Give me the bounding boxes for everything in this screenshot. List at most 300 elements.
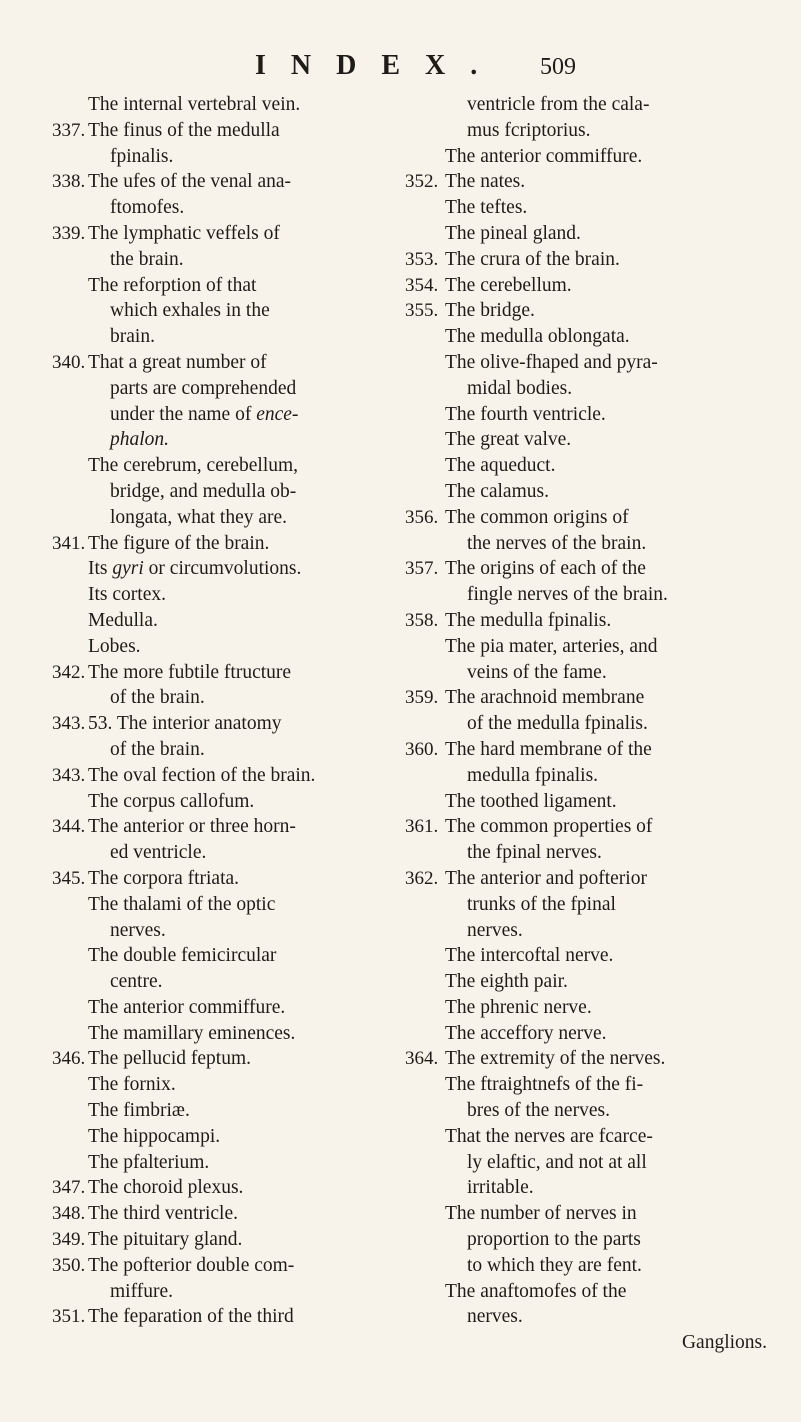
index-entry-line bbox=[405, 763, 775, 789]
entry-number: 357. bbox=[405, 558, 439, 580]
index-entry-line bbox=[52, 685, 392, 711]
entry-text bbox=[467, 840, 602, 866]
entry-text bbox=[88, 118, 280, 144]
entry-number: 341. bbox=[52, 532, 86, 554]
index-entry-line bbox=[405, 582, 775, 608]
entry-text bbox=[88, 92, 300, 118]
entry-number: 355. bbox=[405, 300, 439, 322]
index-entry-line bbox=[405, 453, 775, 479]
entry-text-part: The fourth ventricle. bbox=[445, 403, 606, 425]
entry-text-part: ed ventricle. bbox=[110, 842, 207, 864]
entry-text-part: The third ventricle. bbox=[88, 1203, 238, 1225]
index-entry-line bbox=[405, 1021, 775, 1047]
entry-text bbox=[445, 247, 620, 273]
index-entry-line bbox=[52, 1098, 392, 1124]
entry-text-part: bres of the nerves. bbox=[467, 1100, 610, 1122]
entry-text-part: The crura of the brain. bbox=[445, 248, 620, 270]
index-entry-line bbox=[405, 737, 775, 763]
index-entry-line bbox=[405, 660, 775, 686]
entry-number: 347. bbox=[52, 1177, 86, 1199]
entry-text bbox=[88, 892, 275, 918]
entry-number: 352. bbox=[405, 171, 439, 193]
index-entry-line bbox=[52, 1150, 392, 1176]
entry-text bbox=[445, 350, 658, 376]
running-title: INDEX. bbox=[255, 50, 503, 81]
entry-text bbox=[445, 1072, 643, 1098]
entry-text-part: Its cortex. bbox=[88, 584, 166, 606]
index-entry-line bbox=[52, 711, 392, 737]
entry-text bbox=[467, 1253, 642, 1279]
entry-text bbox=[88, 608, 158, 634]
entry-text bbox=[88, 1201, 238, 1227]
index-entry-line bbox=[52, 866, 392, 892]
entry-italic-term: ence- bbox=[256, 403, 299, 425]
index-entry-line bbox=[52, 195, 392, 221]
entry-number: 362. bbox=[405, 867, 439, 889]
entry-italic-term: gyri bbox=[112, 558, 144, 580]
entry-number: 343. bbox=[52, 713, 86, 735]
entry-text bbox=[110, 427, 169, 453]
index-entry-line bbox=[52, 298, 392, 324]
entry-number: 342. bbox=[52, 661, 86, 683]
entry-text-part: That the nerves are fcarce- bbox=[445, 1125, 653, 1147]
index-entry-line bbox=[52, 556, 392, 582]
entry-text-part: of the brain. bbox=[110, 738, 205, 760]
entry-number: 337. bbox=[52, 119, 86, 141]
entry-text-part: The ufes of the venal ana- bbox=[88, 171, 292, 193]
entry-text bbox=[88, 943, 276, 969]
index-entry-line bbox=[405, 608, 775, 634]
entry-text-part: fingle nerves of the brain. bbox=[467, 584, 668, 606]
entry-text-part: The medulla fpinalis. bbox=[445, 609, 612, 631]
entry-text-part: medulla fpinalis. bbox=[467, 764, 599, 786]
entry-text bbox=[445, 427, 571, 453]
index-entry-line bbox=[405, 995, 775, 1021]
entry-text-part: nerves. bbox=[110, 919, 166, 941]
entry-text bbox=[110, 402, 298, 428]
index-entry-line bbox=[405, 195, 775, 221]
entry-text bbox=[88, 582, 166, 608]
entry-text-part: The internal vertebral vein. bbox=[88, 94, 301, 115]
entry-number: 361. bbox=[405, 816, 439, 838]
entry-text bbox=[88, 1046, 251, 1072]
index-entry-line bbox=[405, 840, 775, 866]
entry-text-part: 53. The interior anatomy bbox=[88, 713, 282, 735]
entry-number: 344. bbox=[52, 816, 86, 838]
entry-text bbox=[110, 737, 205, 763]
entry-text bbox=[445, 221, 581, 247]
index-entry-line bbox=[52, 660, 392, 686]
entry-text-part: The number of nerves in bbox=[445, 1203, 637, 1225]
entry-text bbox=[110, 195, 184, 221]
entry-number: 353. bbox=[405, 248, 439, 270]
entry-text-part: The common origins of bbox=[445, 506, 629, 528]
entry-text bbox=[88, 763, 315, 789]
entry-text-part: The hard membrane of the bbox=[445, 738, 652, 760]
entry-text bbox=[88, 221, 280, 247]
entry-text-part: The corpus callofum. bbox=[88, 790, 255, 812]
index-entry-line bbox=[52, 531, 392, 557]
entry-number: 346. bbox=[52, 1048, 86, 1070]
entry-text-part: The aqueduct. bbox=[445, 455, 556, 477]
entry-number: 338. bbox=[52, 171, 86, 193]
entry-text-part: The reforption of that bbox=[88, 274, 257, 296]
left-column bbox=[52, 92, 392, 1330]
index-entry-line bbox=[52, 995, 392, 1021]
entry-text-part: The anterior commiffure. bbox=[445, 145, 643, 167]
entry-text bbox=[110, 247, 184, 273]
entry-text bbox=[467, 118, 590, 144]
entry-text-part: The pfalterium. bbox=[88, 1151, 210, 1173]
entry-text-part: of the medulla fpinalis. bbox=[467, 713, 648, 735]
entry-text-part: The bridge. bbox=[445, 300, 535, 322]
index-entry-line bbox=[52, 892, 392, 918]
entry-text-part: ventricle from the cala- bbox=[467, 94, 650, 115]
index-entry-line bbox=[52, 1046, 392, 1072]
index-entry-line bbox=[405, 92, 775, 118]
entry-text bbox=[445, 1201, 637, 1227]
entry-text bbox=[445, 866, 647, 892]
entry-text bbox=[467, 892, 616, 918]
entry-text-part: trunks of the fpinal bbox=[467, 893, 616, 915]
entry-text-part: The anterior and pofterior bbox=[445, 867, 647, 889]
entry-text bbox=[445, 453, 555, 479]
entry-number: 360. bbox=[405, 738, 439, 760]
index-entry-line bbox=[405, 1124, 775, 1150]
entry-text-part: centre. bbox=[110, 971, 163, 993]
index-entry-line bbox=[405, 943, 775, 969]
index-entry-line bbox=[405, 1279, 775, 1305]
index-entry-line bbox=[52, 169, 392, 195]
entry-text bbox=[445, 814, 652, 840]
entry-text-part: The nates. bbox=[445, 171, 526, 193]
entry-text-part: The lymphatic veffels of bbox=[88, 222, 280, 244]
index-entry-line bbox=[52, 1124, 392, 1150]
index-entry-line bbox=[405, 118, 775, 144]
entry-number: 343. bbox=[52, 764, 86, 786]
entry-text bbox=[88, 1098, 190, 1124]
entry-text-part: parts are comprehended bbox=[110, 377, 297, 399]
entry-text-part: The pofterior double com- bbox=[88, 1254, 295, 1276]
entry-text bbox=[88, 1227, 242, 1253]
entry-text bbox=[445, 1021, 607, 1047]
entry-number: 348. bbox=[52, 1203, 86, 1225]
index-entry-line bbox=[52, 918, 392, 944]
index-entry-line bbox=[52, 582, 392, 608]
index-entry-line bbox=[52, 943, 392, 969]
entry-text-part: Its bbox=[88, 558, 113, 580]
entry-text bbox=[110, 685, 205, 711]
entry-text bbox=[445, 969, 568, 995]
index-entry-line bbox=[52, 1253, 392, 1279]
entry-text bbox=[445, 1046, 665, 1072]
index-entry-line bbox=[405, 814, 775, 840]
entry-text bbox=[110, 324, 155, 350]
entry-text-part: the fpinal nerves. bbox=[467, 842, 602, 864]
entry-text bbox=[445, 634, 658, 660]
entry-text bbox=[88, 1072, 176, 1098]
entry-text bbox=[88, 1253, 294, 1279]
index-entry-line bbox=[405, 1072, 775, 1098]
index-entry-line bbox=[52, 1021, 392, 1047]
index-entry-line bbox=[52, 453, 392, 479]
index-entry-line bbox=[405, 866, 775, 892]
entry-text bbox=[445, 144, 642, 170]
entry-text bbox=[88, 634, 141, 660]
entry-text bbox=[88, 1021, 295, 1047]
index-entry-line bbox=[405, 1098, 775, 1124]
entry-text bbox=[110, 840, 206, 866]
index-entry-line bbox=[405, 324, 775, 350]
entry-text-part: The corpora ftriata. bbox=[88, 867, 240, 889]
index-entry-line bbox=[405, 427, 775, 453]
index-entry-line bbox=[52, 737, 392, 763]
entry-text-part: That a great number of bbox=[88, 351, 267, 373]
entry-text bbox=[445, 789, 617, 815]
index-entry-line bbox=[52, 1279, 392, 1305]
index-entry-line bbox=[52, 1072, 392, 1098]
index-entry-line bbox=[52, 427, 392, 453]
entry-text bbox=[445, 608, 611, 634]
entry-text bbox=[467, 1175, 534, 1201]
index-entry-line bbox=[52, 247, 392, 273]
entry-number: 350. bbox=[52, 1254, 86, 1276]
index-entry-line bbox=[405, 531, 775, 557]
entry-text bbox=[445, 943, 613, 969]
entry-text bbox=[110, 376, 296, 402]
entry-text bbox=[88, 711, 282, 737]
index-entry-line bbox=[52, 1201, 392, 1227]
entry-text-part: or circumvolutions. bbox=[143, 558, 302, 580]
entry-number: 356. bbox=[405, 506, 439, 528]
entry-text bbox=[445, 995, 592, 1021]
entry-text bbox=[467, 660, 607, 686]
entry-text bbox=[445, 273, 572, 299]
entry-text-part: The medulla oblongata. bbox=[445, 326, 630, 348]
entry-text-part: the brain. bbox=[110, 248, 184, 270]
entry-text-part: The eighth pair. bbox=[445, 971, 568, 993]
entry-text-part: The toothed ligament. bbox=[445, 790, 617, 812]
entry-number: 349. bbox=[52, 1229, 86, 1251]
entry-text bbox=[467, 1098, 610, 1124]
index-entry-line bbox=[405, 221, 775, 247]
entry-text-part: The thalami of the optic bbox=[88, 893, 276, 915]
index-entry-line bbox=[52, 376, 392, 402]
entry-text-part: The arachnoid membrane bbox=[445, 687, 645, 709]
entry-text bbox=[88, 814, 296, 840]
entry-text-part: mus fcriptorius. bbox=[467, 119, 591, 141]
index-entry-line bbox=[52, 221, 392, 247]
entry-text-part: The fornix. bbox=[88, 1074, 176, 1096]
entry-text bbox=[467, 918, 523, 944]
entry-text-part: The anterior commiffure. bbox=[88, 996, 286, 1018]
index-entry-line bbox=[405, 789, 775, 815]
index-entry-line bbox=[52, 505, 392, 531]
entry-text bbox=[445, 402, 606, 428]
index-entry-line bbox=[405, 1227, 775, 1253]
entry-text-part: nerves. bbox=[467, 919, 523, 941]
entry-italic-term: phalon. bbox=[110, 429, 170, 451]
entry-text-part: longata, what they are. bbox=[110, 506, 288, 528]
index-entry-line bbox=[405, 1046, 775, 1072]
entry-text bbox=[467, 531, 646, 557]
entry-number: 339. bbox=[52, 222, 86, 244]
entry-text-part: the nerves of the brain. bbox=[467, 532, 647, 554]
entry-text bbox=[467, 1227, 641, 1253]
entry-text bbox=[110, 918, 166, 944]
entry-text bbox=[445, 479, 549, 505]
index-entry-line bbox=[52, 608, 392, 634]
entry-text-part: The olive-fhaped and pyra- bbox=[445, 351, 658, 373]
index-entry-line bbox=[405, 1150, 775, 1176]
entry-text-part: Medulla. bbox=[88, 609, 158, 631]
entry-text-part: proportion to the parts bbox=[467, 1229, 641, 1251]
index-entry-line bbox=[52, 92, 392, 118]
entry-text bbox=[445, 685, 644, 711]
entry-text bbox=[88, 169, 291, 195]
entry-text bbox=[445, 169, 525, 195]
entry-text bbox=[88, 1124, 220, 1150]
entry-text-part: nerves. bbox=[467, 1306, 523, 1328]
index-entry-line bbox=[405, 711, 775, 737]
entry-text-part: The oval fection of the brain. bbox=[88, 764, 316, 786]
entry-text bbox=[467, 1304, 523, 1330]
entry-text-part: midal bodies. bbox=[467, 377, 573, 399]
index-entry-line bbox=[405, 918, 775, 944]
index-entry-line bbox=[52, 118, 392, 144]
entry-text-part: The double femicircular bbox=[88, 945, 277, 967]
index-entry-line bbox=[405, 298, 775, 324]
entry-text bbox=[682, 1330, 767, 1356]
entry-text-part: The anterior or three horn- bbox=[88, 816, 296, 838]
entry-text bbox=[445, 324, 630, 350]
index-entry-line bbox=[52, 402, 392, 428]
index-entry-line bbox=[405, 376, 775, 402]
index-entry-line bbox=[405, 247, 775, 273]
entry-text-part: The common properties of bbox=[445, 816, 653, 838]
entry-text-part: The ftraightnefs of the fi- bbox=[445, 1074, 644, 1096]
entry-text bbox=[88, 273, 256, 299]
entry-text bbox=[467, 711, 648, 737]
index-entry-line bbox=[405, 634, 775, 660]
entry-text-part: The pia mater, arteries, and bbox=[445, 635, 658, 657]
index-entry-line bbox=[52, 1175, 392, 1201]
index-entry-line bbox=[405, 1253, 775, 1279]
index-entry-line bbox=[52, 763, 392, 789]
entry-text bbox=[445, 298, 535, 324]
index-entry-line bbox=[405, 402, 775, 428]
index-entry-line bbox=[52, 350, 392, 376]
entry-text-part: Ganglions. bbox=[681, 1332, 767, 1354]
index-entry-line bbox=[405, 1304, 775, 1330]
entry-number: 364. bbox=[405, 1048, 439, 1070]
index-entry-line bbox=[405, 505, 775, 531]
index-entry-line bbox=[405, 350, 775, 376]
entry-text-part: fpinalis. bbox=[110, 145, 174, 167]
index-entry-line bbox=[52, 840, 392, 866]
entry-text-part: of the brain. bbox=[110, 687, 205, 709]
index-entry-line bbox=[405, 892, 775, 918]
index-entry-line bbox=[52, 479, 392, 505]
entry-text bbox=[445, 1124, 653, 1150]
entry-number: 351. bbox=[52, 1306, 86, 1328]
page-number: 509 bbox=[540, 54, 576, 80]
index-entry-line bbox=[52, 789, 392, 815]
entry-text-part: The origins of each of the bbox=[445, 558, 646, 580]
entry-text-part: to which they are fent. bbox=[467, 1254, 642, 1276]
entry-text bbox=[88, 660, 291, 686]
entry-text-part: under the name of bbox=[110, 403, 257, 425]
index-entry-line bbox=[52, 1227, 392, 1253]
entry-text bbox=[467, 376, 572, 402]
entry-text bbox=[110, 1279, 173, 1305]
entry-text bbox=[467, 92, 649, 118]
right-column bbox=[405, 92, 775, 1356]
entry-text bbox=[88, 866, 239, 892]
entry-text bbox=[467, 582, 668, 608]
entry-text-part: veins of the fame. bbox=[467, 661, 607, 683]
entry-text-part: Lobes. bbox=[88, 635, 141, 657]
entry-number: 358. bbox=[405, 609, 439, 631]
entry-text-part: The intercoftal nerve. bbox=[445, 945, 614, 967]
entry-text bbox=[88, 1304, 294, 1330]
entry-text-part: The calamus. bbox=[445, 480, 549, 502]
entry-text-part: The choroid plexus. bbox=[88, 1177, 244, 1199]
entry-text-part: The pituitary gland. bbox=[88, 1229, 243, 1251]
entry-text-part: The feparation of the third bbox=[88, 1306, 294, 1328]
entry-text bbox=[88, 1175, 243, 1201]
entry-text bbox=[110, 479, 296, 505]
entry-text-part: The pineal gland. bbox=[445, 222, 581, 244]
index-entry-line bbox=[52, 144, 392, 170]
entry-text-part: The teftes. bbox=[445, 197, 528, 219]
entry-text-part: The pellucid feptum. bbox=[88, 1048, 251, 1070]
entry-text-part: The finus of the medulla bbox=[88, 119, 280, 141]
entry-text-part: which exhales in the bbox=[110, 300, 270, 322]
entry-number: 345. bbox=[52, 867, 86, 889]
entry-text bbox=[445, 505, 629, 531]
entry-number: 354. bbox=[405, 274, 439, 296]
index-entry-line bbox=[405, 1175, 775, 1201]
entry-text bbox=[88, 531, 269, 557]
index-entry-line bbox=[405, 556, 775, 582]
entry-text-part: The great valve. bbox=[445, 429, 572, 451]
entry-text bbox=[445, 556, 646, 582]
entry-text bbox=[467, 763, 598, 789]
entry-text-part: The anaftomofes of the bbox=[445, 1280, 627, 1302]
index-entry-line bbox=[52, 273, 392, 299]
index-entry-line bbox=[405, 144, 775, 170]
entry-text bbox=[88, 556, 301, 582]
index-entry-line bbox=[52, 634, 392, 660]
index-entry-line bbox=[405, 1201, 775, 1227]
entry-text bbox=[110, 969, 163, 995]
entry-text bbox=[110, 144, 173, 170]
entry-text-part: The mamillary eminences. bbox=[88, 1022, 296, 1044]
entry-text bbox=[467, 1150, 647, 1176]
entry-text-part: The cerebellum. bbox=[445, 274, 572, 296]
index-entry-line bbox=[52, 969, 392, 995]
entry-text bbox=[88, 350, 267, 376]
entry-text bbox=[88, 453, 298, 479]
entry-number: 359. bbox=[405, 687, 439, 709]
index-entry-line bbox=[405, 479, 775, 505]
entry-text bbox=[445, 1279, 626, 1305]
entry-text bbox=[110, 505, 287, 531]
index-entry-line bbox=[405, 685, 775, 711]
entry-text-part: The fimbriæ. bbox=[88, 1100, 190, 1122]
entry-text bbox=[88, 1150, 209, 1176]
